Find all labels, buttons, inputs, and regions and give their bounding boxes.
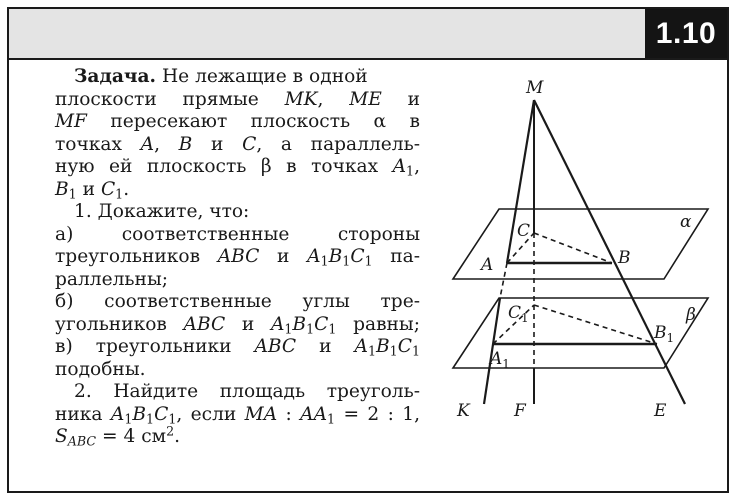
problem-text-segment: . bbox=[123, 178, 130, 200]
segment-cb bbox=[534, 233, 612, 263]
problem-line bbox=[55, 314, 420, 337]
problem-text-segment: угольников bbox=[55, 313, 184, 335]
line-me bbox=[534, 100, 685, 404]
problem-text-segment: A bbox=[354, 336, 368, 357]
label-b1-sub: 1 bbox=[666, 331, 675, 345]
problem-text-segment: треугольников bbox=[55, 246, 218, 267]
problem-text-segment: A bbox=[307, 246, 321, 267]
problem-text-segment: 1 bbox=[342, 253, 351, 269]
problem-text-segment: ника bbox=[55, 403, 111, 425]
problem-text-segment: ME bbox=[349, 88, 382, 110]
problem-text-segment: 1 bbox=[364, 253, 373, 269]
problem-text-segment: равны; bbox=[336, 313, 420, 335]
problem-line bbox=[55, 336, 420, 359]
label-e: E bbox=[654, 401, 667, 421]
problem-text-segment: C bbox=[154, 403, 169, 425]
label-c1-letter: C bbox=[508, 303, 522, 323]
problem-text-segment: B bbox=[55, 178, 69, 200]
problem-line bbox=[55, 224, 420, 247]
label-beta: β bbox=[686, 305, 696, 325]
problem-text-segment: B bbox=[178, 133, 193, 155]
label-k: K bbox=[457, 401, 470, 421]
problem-text-segment: 1 bbox=[411, 343, 420, 359]
problem-text-segment: па- bbox=[372, 246, 421, 267]
problem-line bbox=[55, 359, 420, 382]
problem-text-segment: . bbox=[174, 426, 181, 447]
label-c1 bbox=[508, 303, 529, 325]
problem-line-text bbox=[55, 269, 168, 290]
problem-text-segment: B bbox=[292, 313, 307, 335]
problem-text-segment: точках bbox=[55, 133, 141, 155]
label-a1 bbox=[488, 349, 510, 371]
problem-text-segment: а) соответственные стороны bbox=[55, 223, 420, 245]
label-b1-letter: B bbox=[654, 323, 667, 343]
problem-text-segment: MK bbox=[284, 88, 318, 110]
problem-text-segment: MF bbox=[55, 111, 87, 132]
problem-line bbox=[55, 156, 420, 179]
label-a1-sub: 1 bbox=[502, 357, 510, 371]
problem-line-text bbox=[55, 314, 420, 337]
problem-text-segment: Не лежащие в одной bbox=[156, 66, 368, 87]
problem-text-segment: A bbox=[270, 313, 285, 335]
problem-text-segment: ABC bbox=[217, 246, 260, 267]
problem-text-segment: = 2 : 1, bbox=[335, 403, 420, 425]
problem-text-segment: C bbox=[314, 313, 329, 335]
problem-text-segment: 1 bbox=[168, 411, 177, 427]
problem-line-text bbox=[74, 201, 249, 222]
problem-text-segment: 1 bbox=[328, 321, 337, 337]
label-alpha: α bbox=[680, 212, 692, 232]
problem-text-segment: A bbox=[392, 156, 407, 177]
problem-text-segment: C bbox=[100, 178, 116, 200]
problem-text-segment: 2 bbox=[166, 423, 175, 439]
problem-text-segment: A bbox=[140, 133, 155, 155]
problem-line-text bbox=[55, 134, 420, 157]
problem-text-segment: = 4 см bbox=[96, 426, 167, 447]
problem-line-text bbox=[55, 246, 420, 269]
problem-text-segment: плоскости прямые bbox=[55, 88, 285, 110]
problem-line-text bbox=[55, 224, 420, 247]
problem-text-segment: , bbox=[414, 156, 420, 177]
problem-line bbox=[55, 134, 420, 157]
header-band bbox=[9, 9, 727, 60]
problem-text-segment: : bbox=[277, 403, 301, 425]
problem-text-segment: A bbox=[110, 403, 125, 425]
problem-text bbox=[55, 66, 420, 449]
label-b: B bbox=[618, 248, 631, 268]
problem-line-text bbox=[55, 156, 420, 179]
problem-text-segment: AA bbox=[300, 403, 328, 425]
problem-line bbox=[55, 291, 420, 314]
problem-text-segment: 1. Докажите, что: bbox=[74, 201, 250, 222]
problem-text-segment: раллельны; bbox=[55, 268, 169, 290]
problem-text-segment: подобны. bbox=[55, 358, 146, 380]
problem-text-segment: B bbox=[132, 403, 147, 425]
label-c1-sub: 1 bbox=[521, 311, 529, 325]
label-c: C bbox=[517, 221, 531, 241]
problem-text-segment: и bbox=[192, 133, 243, 155]
task-number-badge: 1.10 bbox=[645, 9, 727, 58]
problem-line bbox=[55, 404, 420, 427]
problem-line-text bbox=[55, 291, 420, 314]
problem-text-segment: и bbox=[296, 336, 355, 357]
problem-text-segment: ABC bbox=[183, 313, 226, 335]
problem-text-segment: 1 bbox=[327, 411, 336, 427]
problem-text-segment: ную ей плоскость β в точках bbox=[55, 156, 393, 177]
problem-text-segment: и bbox=[381, 88, 420, 110]
problem-text-segment: ABC bbox=[67, 433, 97, 449]
problem-line-text bbox=[55, 89, 420, 112]
problem-line bbox=[55, 179, 420, 202]
problem-text-segment: 1 bbox=[306, 321, 315, 337]
problem-line bbox=[55, 111, 420, 134]
problem-line-text bbox=[55, 111, 420, 134]
label-m: M bbox=[526, 78, 544, 98]
problem-text-segment: C bbox=[350, 246, 365, 267]
problem-line-text bbox=[55, 336, 420, 359]
problem-line bbox=[55, 269, 420, 292]
label-b1 bbox=[653, 323, 674, 345]
problem-line bbox=[55, 246, 420, 269]
problem-text-segment: б) соответственные углы тре- bbox=[55, 291, 420, 312]
problem-line-text bbox=[55, 404, 420, 427]
problem-text-segment: 1 bbox=[124, 411, 133, 427]
problem-text-segment: 1 bbox=[389, 343, 398, 359]
problem-text-segment: S bbox=[55, 426, 68, 447]
problem-text-segment: , bbox=[317, 88, 350, 110]
problem-text-segment: 1 bbox=[284, 321, 293, 337]
problem-line bbox=[55, 89, 420, 112]
problem-text-segment: 1 bbox=[68, 186, 77, 202]
line-mk-hidden bbox=[500, 263, 507, 298]
problem-line-text bbox=[156, 66, 368, 87]
problem-text-segment: , если bbox=[176, 403, 245, 425]
label-f: F bbox=[514, 401, 526, 421]
problem-text-segment: в) треугольники bbox=[55, 336, 255, 357]
geometry-figure bbox=[430, 62, 730, 472]
problem-line-text bbox=[55, 423, 181, 449]
problem-intro-label: Задача. bbox=[74, 66, 157, 87]
problem-text-segment: 1 bbox=[406, 163, 415, 179]
problem-text-segment: 2. Найдите площадь треуголь- bbox=[74, 381, 420, 402]
problem-line-text bbox=[55, 179, 129, 200]
label-a1-letter: A bbox=[490, 349, 503, 369]
problem-text-segment: 1 bbox=[146, 411, 155, 427]
problem-text-segment: и bbox=[225, 313, 271, 335]
problem-text-segment: ABC bbox=[254, 336, 297, 357]
problem-text-segment: 1 bbox=[115, 186, 124, 202]
problem-line bbox=[55, 201, 420, 224]
problem-text-segment: B bbox=[328, 246, 343, 267]
problem-text-segment: и bbox=[76, 178, 101, 200]
problem-text-segment: , а параллель- bbox=[256, 133, 420, 155]
problem-line bbox=[55, 66, 420, 89]
problem-text-segment: , bbox=[154, 133, 179, 155]
problem-text-segment: C bbox=[242, 133, 257, 155]
problem-line bbox=[55, 381, 420, 404]
problem-text-segment: B bbox=[376, 336, 390, 357]
problem-line-text bbox=[55, 359, 146, 380]
problem-text-segment: 1 bbox=[367, 343, 376, 359]
problem-line bbox=[55, 423, 420, 449]
problem-text-segment: и bbox=[259, 246, 308, 267]
label-a: A bbox=[481, 255, 494, 275]
problem-text-segment: 1 bbox=[320, 253, 329, 269]
problem-text-segment: пересекают плоскость α в bbox=[86, 111, 420, 132]
problem-text-segment: C bbox=[397, 336, 412, 357]
problem-text-segment: MA bbox=[244, 403, 278, 425]
problem-line-text bbox=[74, 381, 420, 404]
